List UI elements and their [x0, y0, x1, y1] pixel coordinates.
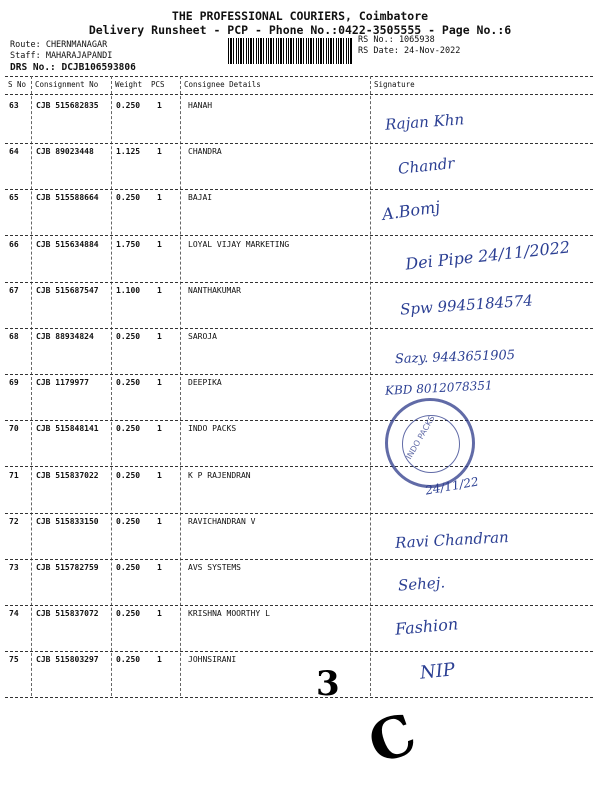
cell-pcs: 1 [157, 609, 162, 619]
cell-sno: 73 [9, 563, 19, 572]
cell-consignment: CJB 515634884 [36, 239, 99, 249]
cell-sno: 74 [9, 609, 19, 619]
cell-sno: 69 [9, 378, 19, 388]
cell-pcs: 1 [157, 424, 162, 434]
cell-consignment: CJB 515848141 [36, 424, 99, 434]
signature: NIP [418, 659, 456, 685]
table-row [0, 193, 600, 239]
route-staff-block [10, 40, 136, 73]
signature: Rajan Khn [384, 110, 465, 134]
cell-consignment: CJB 515687547 [36, 285, 99, 295]
cell-pcs: 1 [157, 378, 162, 388]
bottom-mark: C [360, 700, 425, 778]
company-title: THE PROFESSIONAL COURIERS, Coimbatore [171, 9, 429, 23]
row-rule [5, 697, 593, 698]
cell-consignee: LOYAL VIJAY MARKETING [188, 239, 290, 249]
row-rule [5, 235, 593, 236]
signature: A.Bomj [380, 197, 442, 225]
cell-weight: 0.250 [116, 101, 141, 110]
cell-weight: 0.250 [116, 609, 141, 619]
cell-consignee: BAJAI [188, 193, 213, 203]
cell-pcs: 1 [157, 239, 162, 249]
cell-consignment: CJB 515803297 [36, 655, 99, 665]
rs-number: RS No.: 1065938 [358, 35, 435, 45]
stamp-text: INDO PACKS [404, 414, 437, 461]
row-rule [5, 374, 593, 375]
cell-weight: 0.250 [116, 378, 141, 388]
cell-consignment: CJB 515837072 [36, 609, 99, 619]
cell-consignee: AVS SYSTEMS [188, 563, 241, 572]
table-row [0, 237, 600, 286]
cell-consignee: DEEPIKA [188, 378, 222, 388]
drs-number: DRS No.: DCJB106593806 [10, 62, 136, 73]
cell-pcs: 1 [157, 563, 162, 572]
cell-pcs: 1 [157, 655, 162, 665]
cell-weight: 0.250 [116, 332, 141, 341]
cell-pcs: 1 [157, 332, 162, 341]
cell-sno: 63 [9, 101, 19, 110]
runsheet-title: Delivery Runsheet - PCP - Phone No.:0422-3505555 - Page No.:6 [88, 23, 512, 37]
cell-pcs: 1 [157, 285, 162, 295]
count-mark: 3 [316, 664, 340, 704]
cell-weight: 0.250 [116, 563, 141, 572]
table-row [0, 147, 600, 193]
cell-consignment: CJB 88934824 [36, 332, 94, 341]
row-rule [5, 559, 593, 560]
cell-consignee: SAROJA [188, 332, 217, 341]
cell-sno: 68 [9, 332, 19, 341]
cell-pcs: 1 [157, 516, 162, 526]
table-row [0, 655, 600, 701]
cell-consignee: CHANDRA [188, 147, 222, 157]
cell-pcs: 1 [157, 147, 162, 157]
rs-date: RS Date: 24-Nov-2022 [358, 46, 461, 56]
cell-weight: 1.750 [116, 239, 141, 249]
cell-consignment: CJB 1179977 [36, 378, 89, 388]
cell-consignee: JOHNSIRANI [188, 655, 237, 665]
cell-sno: 65 [9, 193, 19, 203]
cell-consignment: CJB 515782759 [36, 563, 99, 572]
cell-consignment: CJB 515833150 [36, 516, 99, 526]
cell-consignment: CJB 515837022 [36, 470, 99, 480]
table-row [0, 424, 600, 470]
cell-consignee: INDO PACKS [188, 424, 237, 434]
cell-sno: 75 [9, 655, 19, 665]
col-signature-header: Signature [374, 80, 415, 89]
row-rule [5, 328, 593, 329]
signature: Sehej. [397, 573, 446, 595]
row-rule [5, 420, 593, 421]
header-rule-top [5, 76, 593, 77]
cell-consignee: RAVICHANDRAN V [188, 516, 256, 526]
table-row [0, 286, 600, 332]
signature: KBD 8012078351 [384, 378, 493, 398]
cell-sno: 71 [9, 470, 19, 480]
route-label: Route: CHERNMANAGAR [10, 40, 108, 50]
signature: Spw 9945184574 [399, 291, 534, 319]
cell-weight: 0.250 [116, 193, 141, 203]
cell-sno: 72 [9, 516, 19, 526]
signature: Chandr [397, 154, 456, 179]
header-rule-bottom [5, 94, 593, 95]
rs-block [358, 35, 460, 57]
table-row [0, 609, 600, 655]
cell-consignment: CJB 515682835 [36, 101, 99, 110]
cell-consignee: HANAH [188, 101, 213, 110]
cell-pcs: 1 [157, 193, 162, 203]
row-rule [5, 513, 593, 514]
cell-sno: 66 [9, 239, 19, 249]
row-rule [5, 143, 593, 144]
barcode [228, 38, 352, 64]
cell-weight: 1.100 [116, 285, 141, 295]
cell-consignment: CJB 515588664 [36, 193, 99, 203]
cell-weight: 0.250 [116, 655, 141, 665]
cell-consignee: NANTHAKUMAR [188, 285, 241, 295]
col-pcs-header: PCS [151, 80, 165, 89]
signature: Sazy. 9443651905 [394, 347, 516, 368]
cell-consignee: K P RAJENDRAN [188, 470, 251, 480]
staff-label: Staff: MAHARAJAPANDI [10, 51, 113, 61]
col-weight-header: Weight [115, 80, 143, 89]
company-stamp [385, 398, 475, 488]
col-consignment-header: Consignment No [35, 80, 99, 89]
signature: Fashion [394, 614, 459, 639]
cell-weight: 0.250 [116, 470, 141, 480]
col-consignee-header: Consignee Details [184, 80, 261, 89]
cell-pcs: 1 [157, 101, 162, 110]
cell-consignment: CJB 89023448 [36, 147, 94, 157]
table-row [0, 101, 600, 147]
cell-consignee: KRISHNA MOORTHY L [188, 609, 270, 619]
signature: Ravi Chandran [394, 527, 510, 552]
table-row [0, 563, 600, 609]
col-sno-header: S No [8, 80, 27, 89]
row-rule [5, 189, 593, 190]
table-row [0, 378, 600, 424]
table-row [0, 517, 600, 563]
row-rule [5, 605, 593, 606]
row-rule [5, 282, 593, 283]
cell-weight: 0.250 [116, 516, 141, 526]
row-rule [5, 651, 593, 652]
table-row [0, 471, 600, 517]
cell-sno: 67 [9, 285, 19, 295]
cell-weight: 1.125 [116, 147, 141, 157]
signature: Dei Pipe 24/11/2022 [404, 237, 571, 274]
cell-pcs: 1 [157, 470, 162, 480]
cell-weight: 0.250 [116, 424, 141, 434]
signature: 24/11/22 [424, 474, 480, 498]
table-row [0, 332, 600, 378]
row-rule [5, 466, 593, 467]
cell-sno: 70 [9, 424, 19, 434]
cell-sno: 64 [9, 147, 19, 157]
